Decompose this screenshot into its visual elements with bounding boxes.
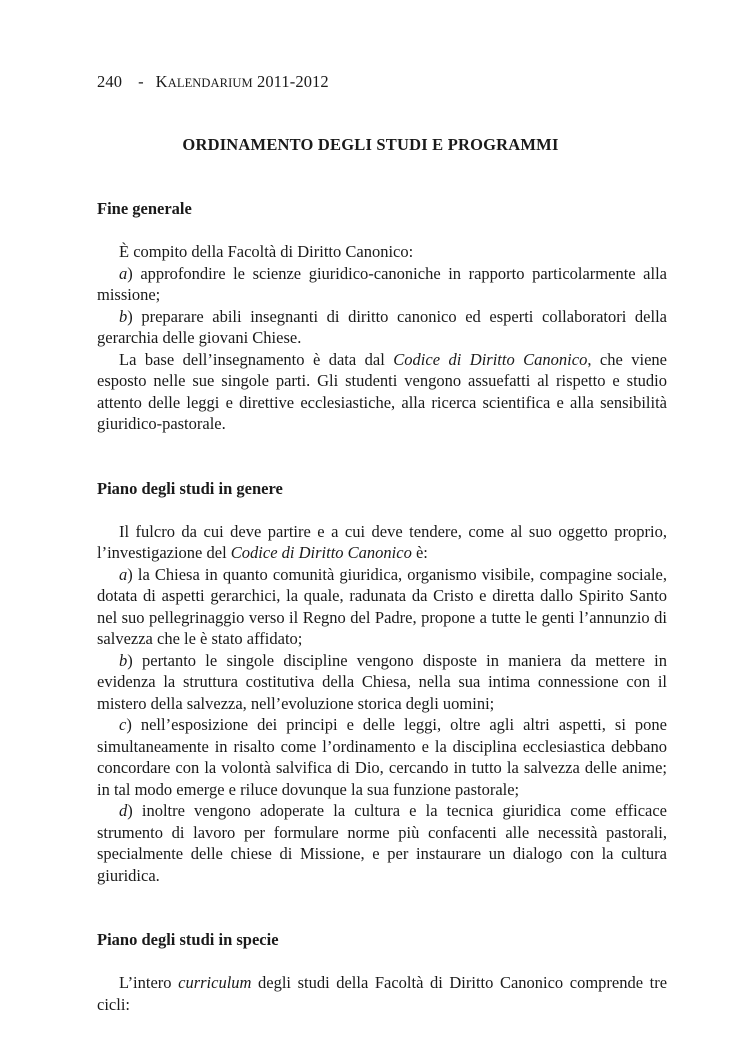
paragraph xyxy=(97,241,667,263)
paragraph-text: Il fulcro da cui deve partire e a cui deve tendere, come al suo oggetto proprio, l’investigazione del xyxy=(97,521,667,562)
paragraph-text: degli studi della Facoltà di Diritto Canonico comprende tre cicli: xyxy=(97,973,668,1014)
running-title-initial: K xyxy=(155,72,168,91)
paragraph-text: ) nell’esposizione dei principi e delle leggi, oltre agli altri aspetti, si pone simultaneamente in risalto come l’ordinamento e la disciplina ecclesiastica debbano concordare con la volontà salvifica di Dio, cercando in tutto la salvezza delle anime; in tal modo emerge e riluce dovunque la sua funzione pastorale; xyxy=(97,715,667,799)
page-number: 240 xyxy=(97,72,123,91)
list-item xyxy=(97,263,667,306)
section-heading: Piano degli studi in specie xyxy=(97,930,279,949)
italic-text: curriculum xyxy=(178,973,252,992)
list-item xyxy=(97,306,667,349)
paragraph-text: ) inoltre vengono adoperate la cultura e la tecnica giuridica come efficace strumento di lavoro per formulare norme più confacenti alle necessità pastorali, specialmente delle chiese di Missione, e per instaurare un dialogo con la cultura giuridica. xyxy=(97,801,667,885)
italic-text: Codice di Diritto Canonico xyxy=(230,543,412,562)
paragraph-text: ) approfondire le scienze giuridico-canoniche in rapporto particolarmente alla missione; xyxy=(97,263,667,304)
list-marker: d xyxy=(119,801,128,820)
list-marker: c xyxy=(119,715,127,734)
section-heading: Fine generale xyxy=(97,199,192,218)
paragraph-text: è: xyxy=(411,543,428,562)
running-title-rest: ALENDARIUM xyxy=(167,76,253,90)
paragraph-text: , che viene esposto nelle sue singole parti. Gli studenti vengono assuefatti al rispetto e studio attento delle leggi e direttive ecclesiastiche, alla ricerca scientifica e alla sensibilità giuridico-pastorale. xyxy=(97,349,667,433)
paragraph-text: ) pertanto le singole discipline vengono disposte in maniera da mettere in evidenza la struttura costitutiva della Chiesa, nella sua intima connessione con il mistero della salvezza, nell’evoluzione storica degli uomini; xyxy=(97,650,667,713)
section-fine-generale xyxy=(97,198,667,435)
list-marker: a xyxy=(119,263,128,283)
paragraph-text: L’intero xyxy=(119,973,179,992)
list-item xyxy=(97,714,667,800)
running-title-years: 2011-2012 xyxy=(256,72,329,91)
list-item xyxy=(97,564,667,650)
list-item xyxy=(97,650,667,715)
paragraph-text: ) preparare abili insegnanti di diritto canonico ed esperti collaboratori della gerarchia delle giovani Chiese. xyxy=(97,306,667,347)
list-marker: a xyxy=(119,564,128,584)
paragraph xyxy=(97,349,667,435)
page-content xyxy=(97,198,667,1058)
section-piano-specie xyxy=(97,929,667,1015)
paragraph-text: È compito della Facoltà di Diritto Canonico: xyxy=(119,242,414,261)
list-item xyxy=(97,800,667,886)
page-title: ORDINAMENTO DEGLI STUDI E PROGRAMMI xyxy=(182,135,559,154)
paragraph-text: ) la Chiesa in quanto comunità giuridica, organismo visibile, compagine sociale, dotata di aspetti gerarchici, la quale, radunata da Cristo e diretta dallo Spirito Santo nel suo pellegrinaggio verso il Regno del Padre, propone a tutte le genti l’annunzio di salvezza che le è stato affidato; xyxy=(97,564,667,648)
paragraph xyxy=(97,972,667,1015)
section-piano-genere xyxy=(97,478,667,887)
running-head xyxy=(97,71,329,95)
section-heading: Piano degli studi in genere xyxy=(97,478,283,498)
header-separator: - xyxy=(138,72,144,91)
list-marker: b xyxy=(119,650,128,670)
list-marker: b xyxy=(119,306,128,326)
paragraph-text: La base dell’insegnamento è data dal xyxy=(119,349,394,369)
paragraph xyxy=(97,521,667,564)
italic-text: Codice di Diritto Canonico xyxy=(393,349,588,369)
